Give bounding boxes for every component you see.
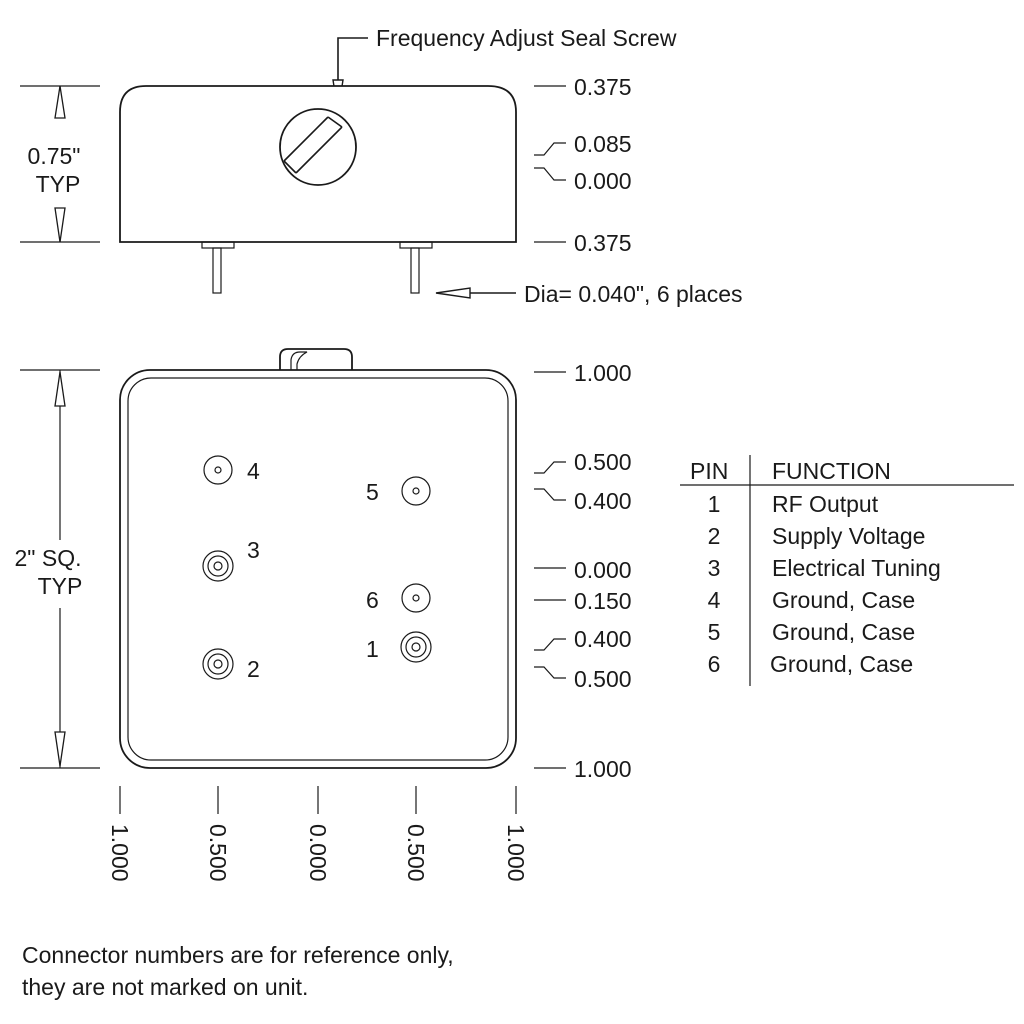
table-row-2-pin: 2 <box>707 523 721 549</box>
height-arrow-up <box>55 86 65 118</box>
square-typ: TYP <box>37 573 83 599</box>
bottom-dim-4: 0.500 <box>403 824 429 882</box>
table-row-6-function: Ground, Case <box>770 651 914 677</box>
table-row-5-pin: 5 <box>707 619 721 645</box>
seal-screw <box>280 109 356 185</box>
side-view <box>20 25 743 307</box>
top-dim-8: 1.000 <box>574 756 632 782</box>
top-view <box>15 349 632 882</box>
square-value: 2" SQ. <box>14 545 82 571</box>
screw-label: Frequency Adjust Seal Screw <box>376 25 677 51</box>
height-arrow-down <box>55 208 65 242</box>
table-row-1-pin: 1 <box>707 491 721 517</box>
top-dim-2: 0.500 <box>574 449 632 475</box>
top-dim-6: 0.400 <box>574 626 632 652</box>
side-dim-tick-2 <box>534 143 566 155</box>
pin-label-2: 2 <box>247 656 260 682</box>
table-row-1-function: RF Output <box>772 491 879 517</box>
side-dim-2: 0.085 <box>574 131 632 157</box>
bottom-dim-5: 1.000 <box>503 824 529 882</box>
side-dim-4: 0.375 <box>574 230 632 256</box>
top-body-outer <box>120 370 516 768</box>
table-header-pin: PIN <box>690 458 729 484</box>
height-value: 0.75" <box>27 143 81 169</box>
note-line-1: Connector numbers are for reference only, <box>22 942 454 968</box>
bottom-dim-3: 0.000 <box>305 824 331 882</box>
bottom-dim-1: 1.000 <box>107 824 133 882</box>
top-dim-1: 1.000 <box>574 360 632 386</box>
table-row-5-function: Ground, Case <box>772 619 916 645</box>
top-dim-tick-2 <box>534 462 566 473</box>
top-dim-tick-7 <box>534 667 566 678</box>
pin-label-6: 6 <box>366 587 379 613</box>
side-dim-tick-3 <box>534 168 566 180</box>
reference-note <box>22 942 454 1000</box>
table-header-function: FUNCTION <box>772 458 891 484</box>
bottom-dims <box>107 786 529 882</box>
top-dim-3: 0.400 <box>574 488 632 514</box>
side-pins <box>202 242 432 293</box>
pin-dia-label: Dia= 0.040", 6 places <box>524 281 743 307</box>
table-row-3-function: Electrical Tuning <box>772 555 941 581</box>
pin-label-3: 3 <box>247 537 260 563</box>
table-row-4-function: Ground, Case <box>772 587 916 613</box>
top-dim-7: 0.500 <box>574 666 632 692</box>
side-dim-1: 0.375 <box>574 74 632 100</box>
side-dim-3: 0.000 <box>574 168 632 194</box>
pin-label-5: 5 <box>366 479 379 505</box>
top-dim-tick-3 <box>534 489 566 500</box>
table-row-4-pin: 4 <box>707 587 721 613</box>
pin-dia-arrowhead <box>436 288 470 298</box>
note-line-2: they are not marked on unit. <box>22 974 309 1000</box>
square-arrow-up <box>55 372 65 406</box>
table-row-2-function: Supply Voltage <box>772 523 926 549</box>
top-dim-tick-6 <box>534 639 566 650</box>
bottom-dim-2: 0.500 <box>205 824 231 882</box>
screw-leader <box>338 38 368 80</box>
square-arrow-down <box>55 732 65 766</box>
top-dim-5: 0.150 <box>574 588 632 614</box>
height-typ: TYP <box>35 171 81 197</box>
table-row-3-pin: 3 <box>707 555 721 581</box>
pin-label-4: 4 <box>247 458 260 484</box>
top-dim-4: 0.000 <box>574 557 632 583</box>
table-row-6-pin: 6 <box>707 651 721 677</box>
pin-label-1: 1 <box>366 636 379 662</box>
pin-function-table <box>680 455 1014 686</box>
